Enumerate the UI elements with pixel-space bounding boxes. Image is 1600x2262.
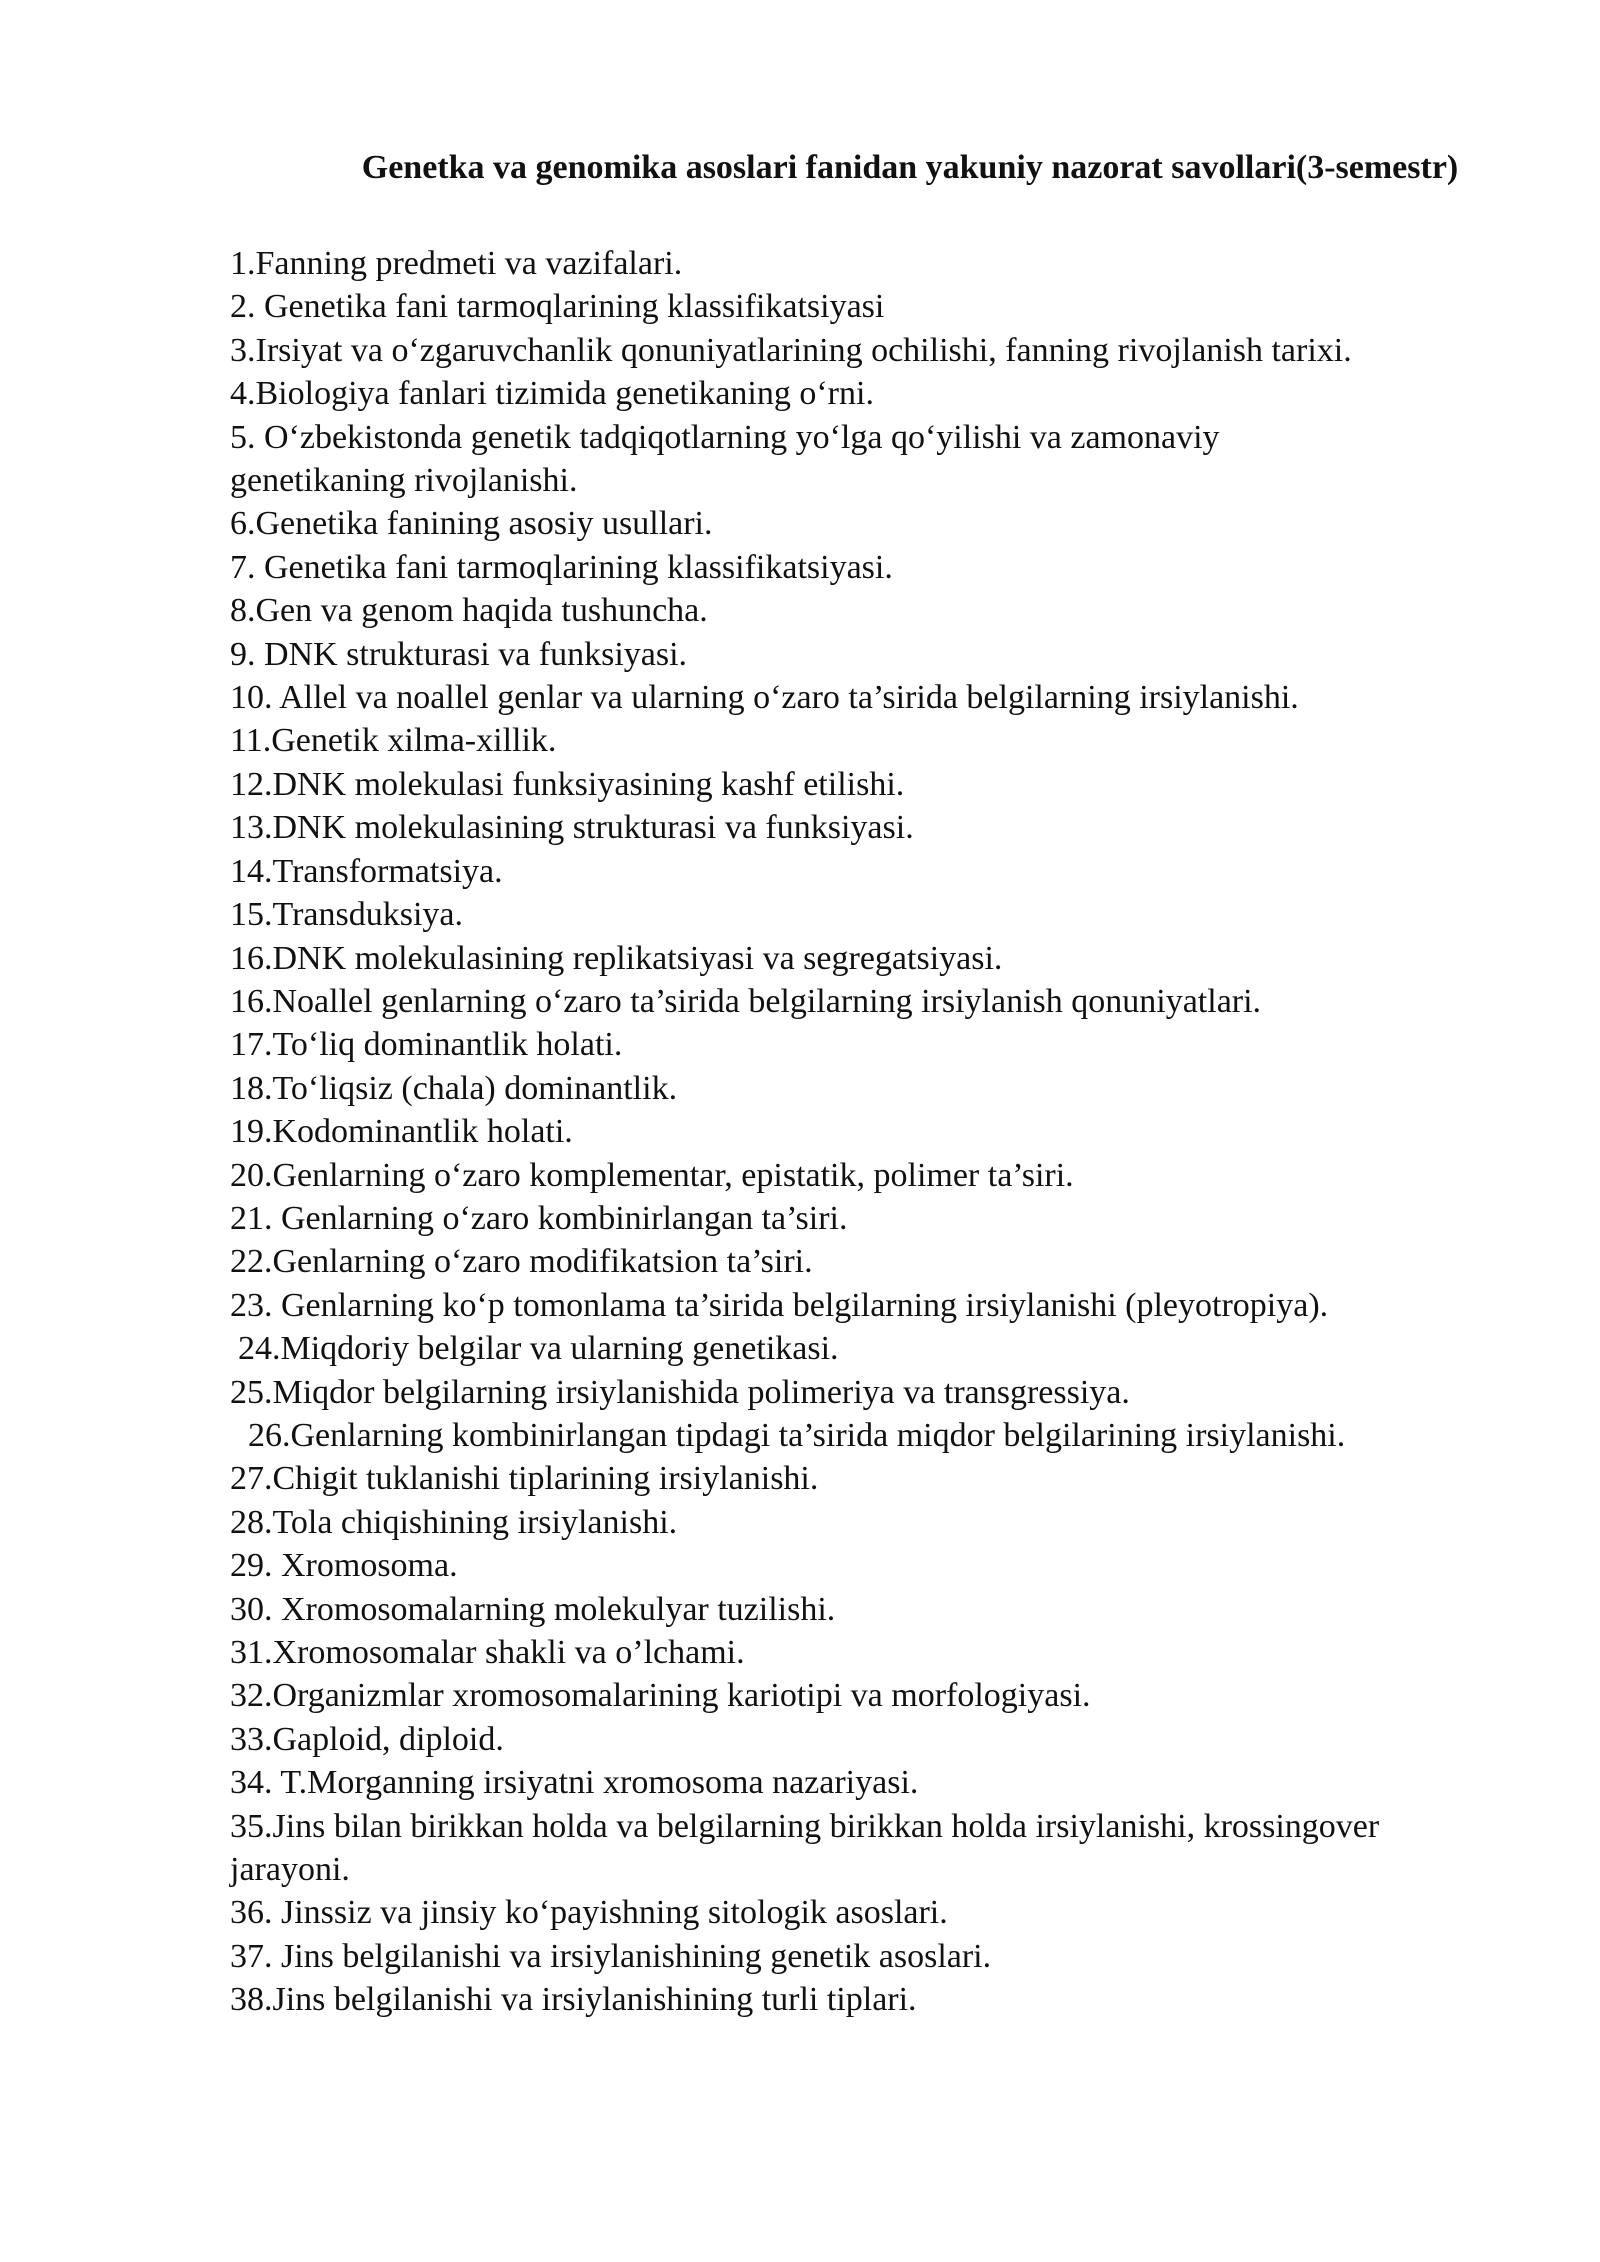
question-item: 12.DNK molekulasi funksiyasining kashf etilishi. <box>230 765 905 803</box>
question-item: 5. O‘zbekistonda genetik tadqiqotlarning yo‘lga qo‘yilishi va zamonaviy genetikaning rivojlanishi. <box>230 418 1220 500</box>
question-item: 20.Genlarning o‘zaro komplementar, epistatik, polimer ta’siri. <box>230 1156 1074 1194</box>
question-item: 29. Xromosoma. <box>230 1547 458 1585</box>
question-item: 4.Biologiya fanlari tizimida genetikaning o‘rni. <box>230 375 874 413</box>
question-item: 21. Genlarning o‘zaro kombinirlangan ta’siri. <box>230 1199 848 1237</box>
question-item: 15.Transduksiya. <box>230 896 463 934</box>
question-item: 11.Genetik xilma-xillik. <box>230 722 557 760</box>
question-item: 18.To‘liqsiz (chala) dominantlik. <box>230 1069 678 1107</box>
question-item: 37. Jins belgilanishi va irsiylanishining genetik asoslari. <box>230 1937 992 1975</box>
question-item: 24.Miqdoriy belgilar va ularning genetikasi. <box>238 1330 839 1368</box>
question-item: 16.Noallel genlarning o‘zaro ta’sirida belgilarning irsiylanish qonuniyatlari. <box>230 982 1262 1020</box>
question-item: 8.Gen va genom haqida tushuncha. <box>230 592 708 630</box>
question-item: 1.Fanning predmeti va vazifalari. <box>230 245 683 282</box>
question-item: 38.Jins belgilanishi va irsiylanishining turli tiplari. <box>230 1981 917 2019</box>
question-item: 14.Transformatsiya. <box>230 852 503 890</box>
question-item: 26.Genlarning kombinirlangan tipdagi ta’sirida miqdor belgilarining irsiylanishi. <box>248 1416 1346 1454</box>
question-item: 27.Chigit tuklanishi tiplarining irsiylanishi. <box>230 1460 819 1498</box>
question-item: 33.Gaploid, diploid. <box>230 1720 504 1758</box>
question-item: 19.Kodominantlik holati. <box>230 1113 573 1151</box>
question-item: 17.To‘liq dominantlik holati. <box>230 1026 623 1064</box>
question-item: 30. Xromosomalarning molekulyar tuzilishi. <box>230 1590 836 1628</box>
question-item: 36. Jinssiz va jinsiy ko‘payishning sitologik asoslari. <box>230 1894 948 1932</box>
question-item: 31.Xromosomalar shakli va o’lchami. <box>230 1634 745 1671</box>
question-item: 13.DNK molekulasining strukturasi va funksiyasi. <box>230 809 914 847</box>
question-item: 16.DNK molekulasining replikatsiyasi va segregatsiyasi. <box>230 939 1003 977</box>
question-item: 9. DNK strukturasi va funksiyasi. <box>230 635 688 673</box>
question-item: 34. T.Morganning irsiyatni xromosoma nazariyasi. <box>230 1764 919 1802</box>
question-item: 23. Genlarning ko‘p tomonlama ta’sirida belgilarning irsiylanishi (pleyotropiya). <box>230 1286 1329 1324</box>
document-title: Genetka va genomika asoslari fanidan yakuniy nazorat savollari(3-semestr) <box>361 149 1459 186</box>
question-item: 7. Genetika fani tarmoqlarining klassifikatsiyasi. <box>230 548 893 586</box>
question-item: 22.Genlarning o‘zaro modifikatsion ta’siri. <box>230 1243 813 1281</box>
question-item: 2. Genetika fani tarmoqlarining klassifikatsiyasi <box>230 288 885 326</box>
question-item: 28.Tola chiqishining irsiylanishi. <box>230 1503 678 1541</box>
question-item: 3.Irsiyat va o‘zgaruvchanlik qonuniyatlarining ochilishi, fanning rivojlanish tarixi. <box>230 331 1352 369</box>
question-item: 25.Miqdor belgilarning irsiylanishida polimeriya va transgressiya. <box>230 1373 1130 1411</box>
question-item: 32.Organizmlar xromosomalarining kariotipi va morfologiyasi. <box>230 1677 1091 1715</box>
question-item: 35.Jins bilan birikkan holda va belgilarning birikkan holda irsiylanishi, krossingover jarayoni. <box>230 1807 1380 1889</box>
question-item: 6.Genetika fanining asosiy usullari. <box>230 505 713 543</box>
question-list <box>230 242 1520 2022</box>
question-item: 10. Allel va noallel genlar va ularning o‘zaro ta’sirida belgilarning irsiylanishi. <box>230 679 1299 717</box>
